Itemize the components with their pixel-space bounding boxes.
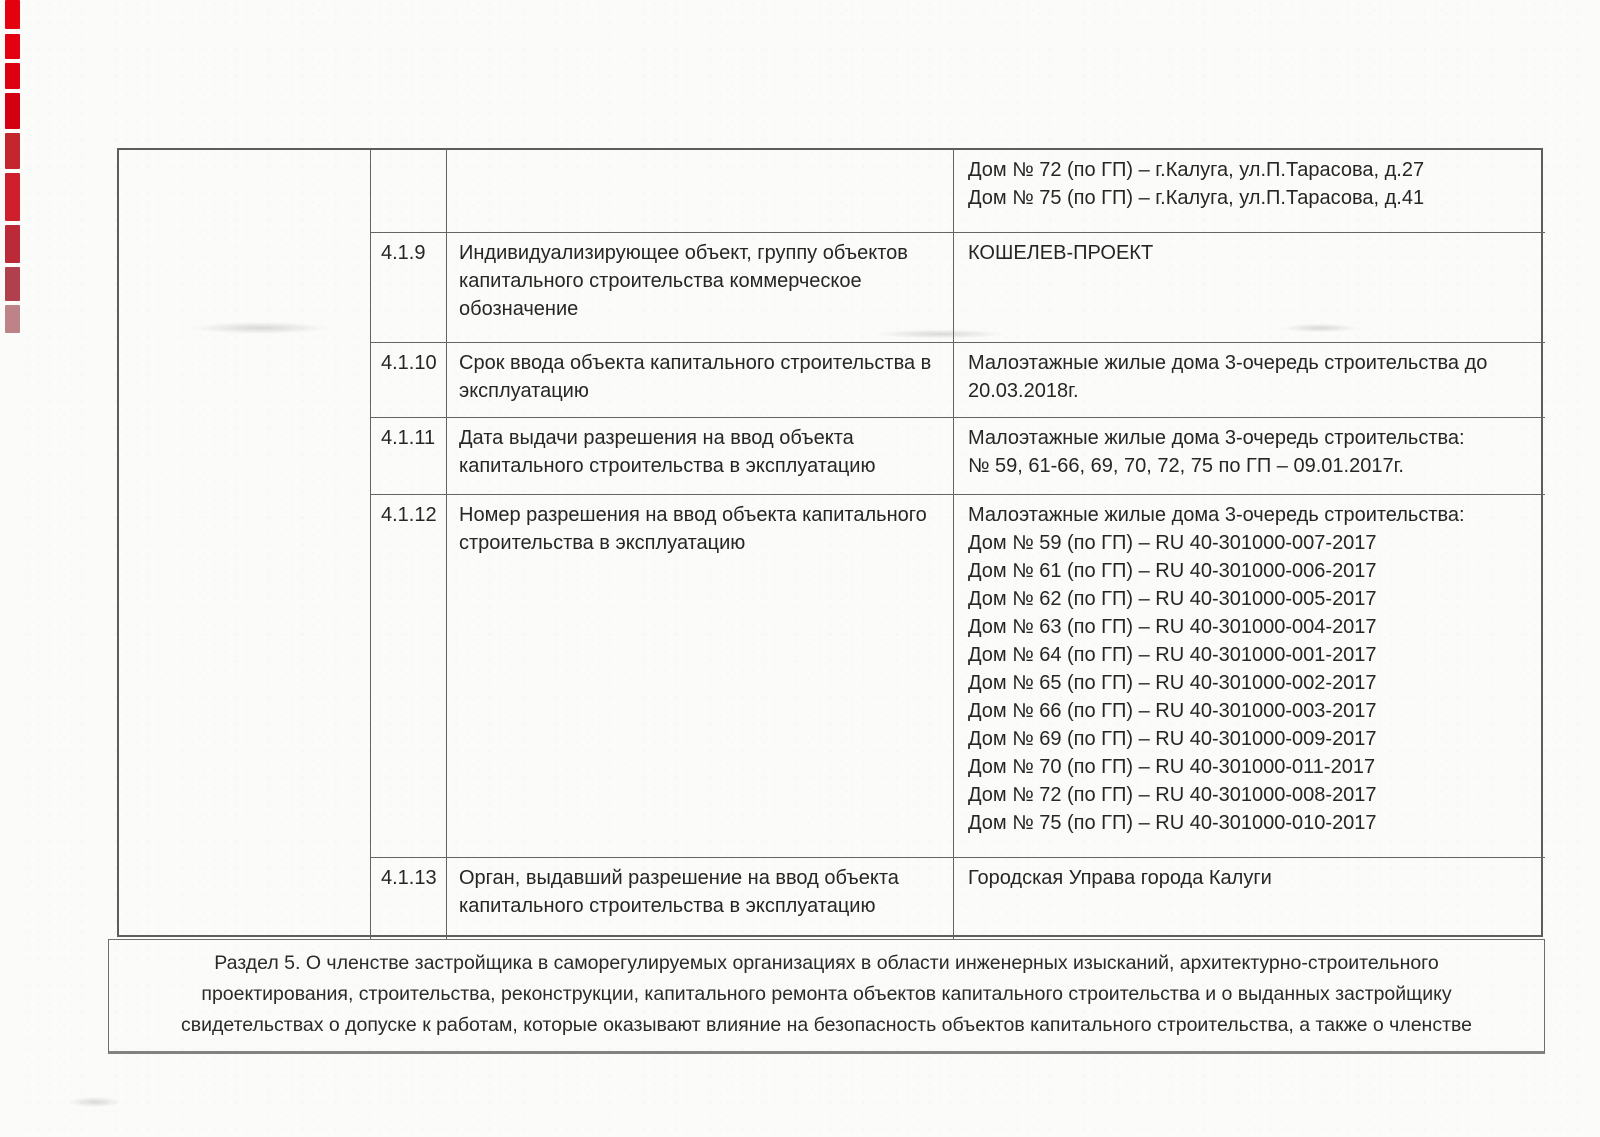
answer-line: Городская Управа города Калуги <box>968 867 1272 889</box>
row-answer-cell <box>953 417 1545 494</box>
row-answer-cell <box>953 342 1545 417</box>
answer-line: Малоэтажные жилые дома 3-очередь строительства: <box>968 427 1465 449</box>
red-edge-mark <box>5 267 20 301</box>
red-edge-mark <box>5 305 20 333</box>
row-question-cell: Номер разрешения на ввод объекта капитального строительства в эксплуатацию <box>446 494 953 857</box>
answer-line: Дом № 59 (по ГП) – RU 40-301000-007-2017 <box>968 532 1377 554</box>
row-number-cell: 4.1.11 <box>370 417 446 494</box>
answer-line: Малоэтажные жилые дома 3-очередь строительства до <box>968 352 1488 374</box>
section-5-heading-line: Раздел 5. О членстве застройщика в саморегулируемых организациях в области инженерных изысканий, архитектурно-строительного <box>214 952 1439 974</box>
red-edge-mark <box>5 225 20 263</box>
red-edge-mark <box>5 173 20 221</box>
row-question-cell <box>446 150 953 232</box>
row-answer-cell <box>953 857 1545 939</box>
answer-line: Дом № 61 (по ГП) – RU 40-301000-006-2017 <box>968 560 1377 582</box>
answer-line: Дом № 75 (по ГП) – RU 40-301000-010-2017 <box>968 812 1377 834</box>
row-number-cell: 4.1.10 <box>370 342 446 417</box>
answer-line: № 59, 61-66, 69, 70, 72, 75 по ГП – 09.01.2017г. <box>968 455 1404 477</box>
row-answer-cell <box>953 494 1545 857</box>
section-5-heading-line: свидетельствах о допуске к работам, которые оказывают влияние на безопасность объектов капитального строительства, а также о членстве <box>181 1014 1472 1036</box>
answer-line: Дом № 65 (по ГП) – RU 40-301000-002-2017 <box>968 672 1377 694</box>
row-answer-cell <box>953 232 1545 342</box>
row-answer-cell <box>953 150 1545 232</box>
row-question-cell: Индивидуализирующее объект, группу объектов капитального строительства коммерческое обозначение <box>446 232 953 342</box>
red-edge-mark <box>5 63 20 89</box>
answer-line: 20.03.2018г. <box>968 380 1079 402</box>
answer-line: Малоэтажные жилые дома 3-очередь строительства: <box>968 504 1465 526</box>
section-5-heading-line: проектирования, строительства, реконструкции, капитального ремонта объектов капитального строительства и о выданных застройщику <box>201 983 1452 1005</box>
scan-smudge <box>1270 322 1370 334</box>
scan-smudge <box>855 328 1025 340</box>
red-edge-mark <box>5 133 20 169</box>
answer-line: Дом № 66 (по ГП) – RU 40-301000-003-2017 <box>968 700 1377 722</box>
answer-line: Дом № 70 (по ГП) – RU 40-301000-011-2017 <box>968 756 1376 778</box>
row-number-cell <box>370 150 446 232</box>
red-edge-mark <box>5 93 20 129</box>
answer-line: Дом № 72 (по ГП) – RU 40-301000-008-2017 <box>968 784 1377 806</box>
row-number-cell: 4.1.9 <box>370 232 446 342</box>
red-edge-mark <box>5 0 20 29</box>
scan-smudge <box>170 320 350 336</box>
row-question-cell: Срок ввода объекта капитального строительства в эксплуатацию <box>446 342 953 417</box>
row-number-cell: 4.1.13 <box>370 857 446 939</box>
row-number-cell: 4.1.12 <box>370 494 446 857</box>
scan-edge-color-strip <box>5 0 20 340</box>
answer-line: Дом № 69 (по ГП) – RU 40-301000-009-2017 <box>968 728 1377 750</box>
scan-smudge <box>60 1095 130 1109</box>
row-question-cell: Дата выдачи разрешения на ввод объекта капитального строительства в эксплуатацию <box>446 417 953 494</box>
answer-line: Дом № 75 (по ГП) – г.Калуга, ул.П.Тарасова, д.41 <box>968 187 1425 209</box>
section-5-heading-box <box>108 939 1545 1054</box>
answer-line: КОШЕЛЕВ-ПРОЕКТ <box>968 242 1154 264</box>
answer-line: Дом № 63 (по ГП) – RU 40-301000-004-2017 <box>968 616 1377 638</box>
row-question-cell: Орган, выдавший разрешение на ввод объекта капитального строительства в эксплуатацию <box>446 857 953 939</box>
table-merged-empty-cell <box>119 150 370 939</box>
project-declaration-table <box>117 148 1543 937</box>
answer-line: Дом № 72 (по ГП) – г.Калуга, ул.П.Тарасова, д.27 <box>968 159 1425 181</box>
red-edge-mark <box>5 34 20 59</box>
answer-line: Дом № 62 (по ГП) – RU 40-301000-005-2017 <box>968 588 1377 610</box>
answer-line: Дом № 64 (по ГП) – RU 40-301000-001-2017 <box>968 644 1377 666</box>
